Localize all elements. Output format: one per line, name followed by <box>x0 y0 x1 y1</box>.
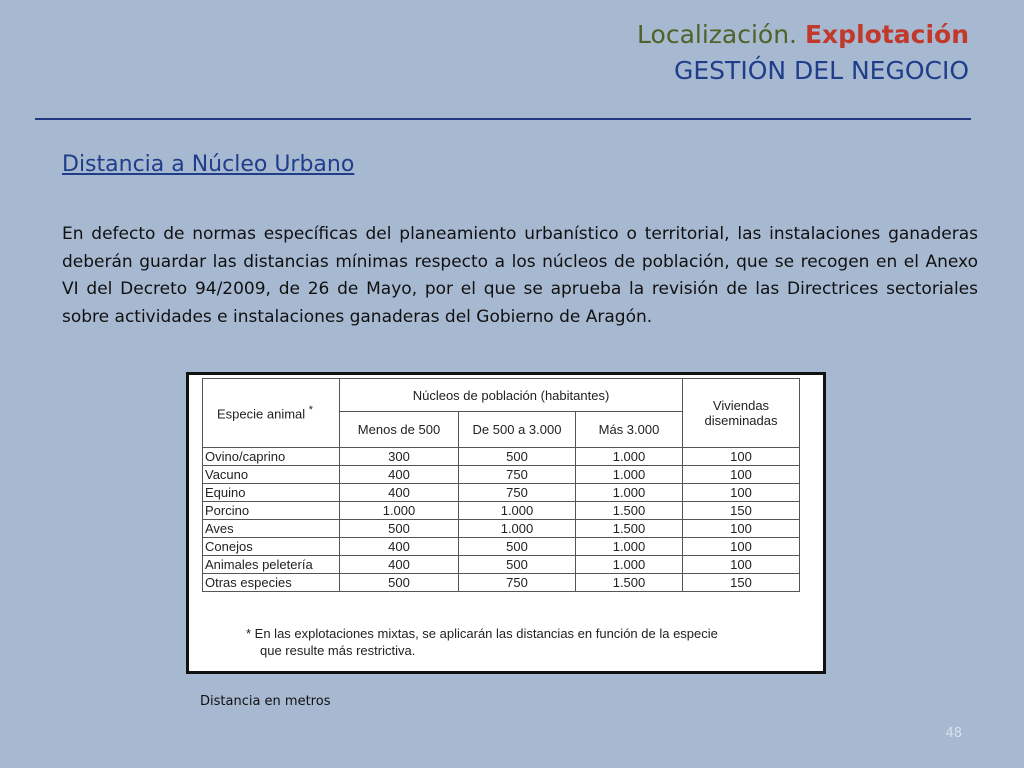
population-group-header: Núcleos de población (habitantes) <box>340 379 683 412</box>
value-cell: 150 <box>683 574 800 592</box>
value-cell: 750 <box>459 574 576 592</box>
value-cell: 1.000 <box>459 520 576 538</box>
section-title: Distancia a Núcleo Urbano <box>62 152 355 177</box>
column-header-over-3000: Más 3.000 <box>576 412 683 448</box>
table-footnote <box>246 625 806 659</box>
header-divider <box>35 118 971 120</box>
header-location-text: Localización. <box>637 20 798 49</box>
table-row <box>203 484 800 502</box>
value-cell: 150 <box>683 502 800 520</box>
scattered-dwellings-header: Viviendas diseminadas <box>683 379 800 448</box>
value-cell: 100 <box>683 538 800 556</box>
column-header-under-500: Menos de 500 <box>340 412 459 448</box>
value-cell: 750 <box>459 466 576 484</box>
species-cell: Porcino <box>203 502 340 520</box>
value-cell: 400 <box>340 556 459 574</box>
table-row <box>203 538 800 556</box>
value-cell: 1.000 <box>576 556 683 574</box>
value-cell: 1.000 <box>576 448 683 466</box>
species-cell: Ovino/caprino <box>203 448 340 466</box>
value-cell: 1.000 <box>576 466 683 484</box>
species-cell: Animales peletería <box>203 556 340 574</box>
table-row <box>203 520 800 538</box>
value-cell: 400 <box>340 484 459 502</box>
value-cell: 1.500 <box>576 520 683 538</box>
value-cell: 500 <box>459 538 576 556</box>
value-cell: 100 <box>683 466 800 484</box>
value-cell: 1.000 <box>576 538 683 556</box>
column-header-500-3000: De 500 a 3.000 <box>459 412 576 448</box>
value-cell: 500 <box>340 574 459 592</box>
distance-table-image <box>186 372 826 674</box>
distance-table <box>202 378 800 592</box>
value-cell: 500 <box>340 520 459 538</box>
table-row <box>203 574 800 592</box>
value-cell: 750 <box>459 484 576 502</box>
species-cell: Aves <box>203 520 340 538</box>
value-cell: 1.500 <box>576 502 683 520</box>
species-cell: Equino <box>203 484 340 502</box>
slide-header-title <box>637 20 969 49</box>
value-cell: 100 <box>683 448 800 466</box>
footnote-line: * En las explotaciones mixtas, se aplicarán las distancias en función de la especie <box>246 626 718 641</box>
value-cell: 1.500 <box>576 574 683 592</box>
table-row <box>203 448 800 466</box>
value-cell: 1.000 <box>576 484 683 502</box>
footnote-line: que resulte más restrictiva. <box>260 643 416 658</box>
species-column-header: Especie animal * <box>203 379 340 448</box>
species-cell: Otras especies <box>203 574 340 592</box>
value-cell: 100 <box>683 520 800 538</box>
header-exploitation-text: Explotación <box>804 20 969 49</box>
table-row <box>203 556 800 574</box>
value-cell: 500 <box>459 448 576 466</box>
table-row <box>203 502 800 520</box>
value-cell: 300 <box>340 448 459 466</box>
value-cell: 100 <box>683 484 800 502</box>
body-paragraph: En defecto de normas específicas del planeamiento urbanístico o territorial, las instalaciones ganaderas deberán guardar las distancias mínimas respecto a los núcleos de población, que se recogen en el Anexo VI del Decreto 94/2009, de 26 de Mayo, por el que se aprueba la revisión de las Directrices sectoriales sobre actividades e instalaciones ganaderas del Gobierno de Aragón. <box>62 224 978 327</box>
species-cell: Conejos <box>203 538 340 556</box>
value-cell: 400 <box>340 466 459 484</box>
value-cell: 1.000 <box>459 502 576 520</box>
table-caption: Distancia en metros <box>200 694 331 709</box>
value-cell: 1.000 <box>340 502 459 520</box>
header-subtitle: GESTIÓN DEL NEGOCIO <box>674 56 969 85</box>
species-header-asterisk: * <box>308 404 313 417</box>
value-cell: 500 <box>459 556 576 574</box>
table-row <box>203 466 800 484</box>
value-cell: 100 <box>683 556 800 574</box>
value-cell: 400 <box>340 538 459 556</box>
species-cell: Vacuno <box>203 466 340 484</box>
page-number: 48 <box>945 726 962 741</box>
